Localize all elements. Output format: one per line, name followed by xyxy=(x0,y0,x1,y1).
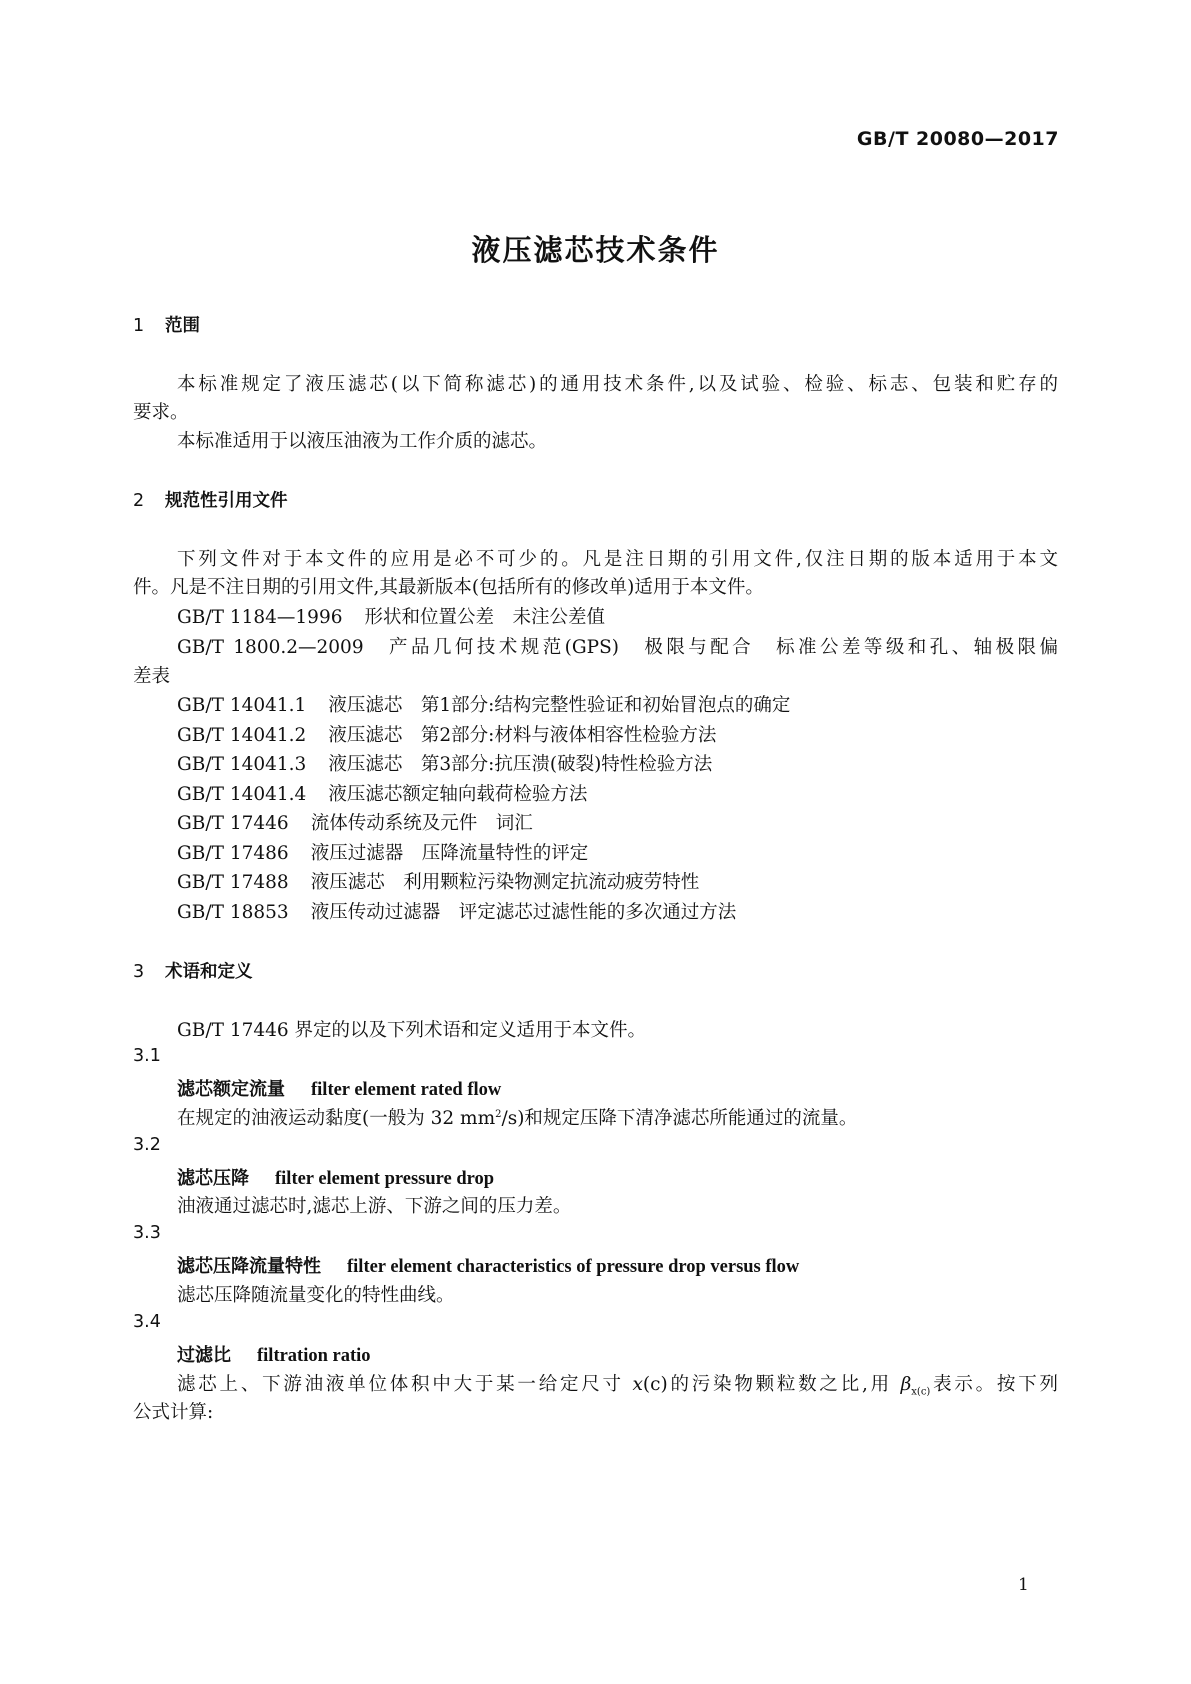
term-definition xyxy=(177,1370,1058,1398)
paragraph: 本标准适用于以液压油液为工作介质的滤芯。 xyxy=(177,431,548,452)
definition-text: (c)的污染物颗粒数之比,用 xyxy=(642,1374,901,1395)
reference-code: GB/T 1184—1996 xyxy=(177,607,343,628)
reference-title: 液压滤芯 第1部分:结构完整性验证和初始冒泡点的确定 xyxy=(328,695,791,716)
reference-item xyxy=(177,898,736,924)
reference-item xyxy=(177,809,533,835)
reference-item xyxy=(177,721,716,747)
term-definition xyxy=(177,1104,857,1130)
term-heading xyxy=(177,1252,799,1278)
reference-title: 液压滤芯 第2部分:材料与液体相容性检验方法 xyxy=(328,725,717,746)
term-definition: 油液通过滤芯时,滤芯上游、下游之间的压力差。 xyxy=(177,1196,572,1217)
superscript: 2 xyxy=(495,1108,502,1120)
reference-code: GB/T 18853 xyxy=(177,902,289,923)
term-zh: 滤芯压降 xyxy=(177,1168,249,1189)
section-heading-2 xyxy=(133,487,288,512)
definition-continuation: 公式计算: xyxy=(133,1402,214,1423)
term-en: filter element rated flow xyxy=(311,1080,502,1100)
term-en: filter element characteristics of pressure drop versus flow xyxy=(347,1257,800,1277)
paragraph-line: 本标准规定了液压滤芯(以下简称滤芯)的通用技术条件,以及试验、检验、标志、包装和贮存的 xyxy=(177,374,1058,395)
section-title: 范围 xyxy=(165,316,200,336)
definition-text: 在规定的油液运动黏度(一般为 32 mm xyxy=(177,1108,496,1129)
section-title: 术语和定义 xyxy=(165,962,253,982)
reference-item xyxy=(177,839,588,865)
definition-text: 表示。按下列 xyxy=(930,1374,1058,1395)
reference-title: 液压滤芯 第3部分:抗压溃(破裂)特性检验方法 xyxy=(328,754,713,775)
term-definition: 滤芯压降随流量变化的特性曲线。 xyxy=(177,1285,455,1306)
reference-title: 液压滤芯 利用颗粒污染物测定抗流动疲劳特性 xyxy=(310,872,700,893)
term-heading xyxy=(177,1341,371,1367)
paragraph-line: 件。凡是不注日期的引用文件,其最新版本(包括所有的修改单)适用于本文件。 xyxy=(133,577,764,598)
reference-code: GB/T 17488 xyxy=(177,872,289,893)
definition-text: /s)和规定压降下清净滤芯所能通过的流量。 xyxy=(501,1108,858,1129)
reference-title: 液压滤芯额定轴向载荷检验方法 xyxy=(328,784,588,805)
clause-number: 3.3 xyxy=(133,1223,161,1243)
paragraph: GB/T 17446 界定的以及下列术语和定义适用于本文件。 xyxy=(177,1020,647,1041)
reference-title: 产品几何技术规范(GPS) 极限与配合 标准公差等级和孔、轴极限偏 xyxy=(385,637,1058,658)
beta-subscript: x(c) xyxy=(911,1386,931,1398)
term-heading xyxy=(177,1164,494,1190)
reference-code: GB/T 14041.4 xyxy=(177,784,307,805)
term-heading xyxy=(177,1075,501,1101)
reference-code: GB/T 14041.3 xyxy=(177,754,307,775)
term-en: filter element pressure drop xyxy=(275,1169,495,1189)
paragraph-line: 要求。 xyxy=(133,402,189,423)
section-number: 2 xyxy=(133,491,145,511)
reference-code: GB/T 1800.2—2009 xyxy=(177,637,364,658)
section-heading-1 xyxy=(133,312,200,337)
clause-number: 3.4 xyxy=(133,1312,161,1332)
section-title: 规范性引用文件 xyxy=(165,491,288,511)
reference-continuation: 差表 xyxy=(133,666,171,687)
reference-item xyxy=(177,750,712,776)
reference-code: GB/T 17486 xyxy=(177,843,289,864)
reference-title: 液压过滤器 压降流量特性的评定 xyxy=(310,843,589,864)
reference-code: GB/T 14041.1 xyxy=(177,695,307,716)
reference-title: 形状和位置公差 未注公差值 xyxy=(364,607,606,628)
reference-code: GB/T 14041.2 xyxy=(177,725,307,746)
reference-title: 流体传动系统及元件 词汇 xyxy=(310,813,533,834)
term-en: filtration ratio xyxy=(257,1346,371,1366)
page-number: 1 xyxy=(1018,1575,1029,1595)
standard-code: GB/T 20080—2017 xyxy=(856,128,1059,150)
paragraph-line: 下列文件对于本文件的应用是必不可少的。凡是注日期的引用文件,仅注日期的版本适用于本文 xyxy=(177,549,1058,570)
reference-item xyxy=(177,603,605,629)
definition-text: 滤芯上、下游油液单位体积中大于某一给定尺寸 xyxy=(177,1374,633,1395)
section-number: 3 xyxy=(133,962,145,982)
clause-number: 3.1 xyxy=(133,1046,161,1066)
term-zh: 滤芯额定流量 xyxy=(177,1079,285,1100)
reference-item xyxy=(177,780,587,806)
section-number: 1 xyxy=(133,316,145,336)
reference-item xyxy=(177,691,790,717)
variable-x: x xyxy=(632,1374,643,1395)
reference-title: 液压传动过滤器 评定滤芯过滤性能的多次通过方法 xyxy=(310,902,737,923)
section-heading-3 xyxy=(133,958,253,983)
term-zh: 过滤比 xyxy=(177,1345,231,1366)
clause-number: 3.2 xyxy=(133,1135,161,1155)
term-zh: 滤芯压降流量特性 xyxy=(177,1256,321,1277)
beta-symbol: β xyxy=(900,1374,912,1395)
reference-code: GB/T 17446 xyxy=(177,813,289,834)
document-title: 液压滤芯技术条件 xyxy=(471,233,720,267)
reference-item xyxy=(177,868,699,894)
reference-item xyxy=(177,633,1058,659)
